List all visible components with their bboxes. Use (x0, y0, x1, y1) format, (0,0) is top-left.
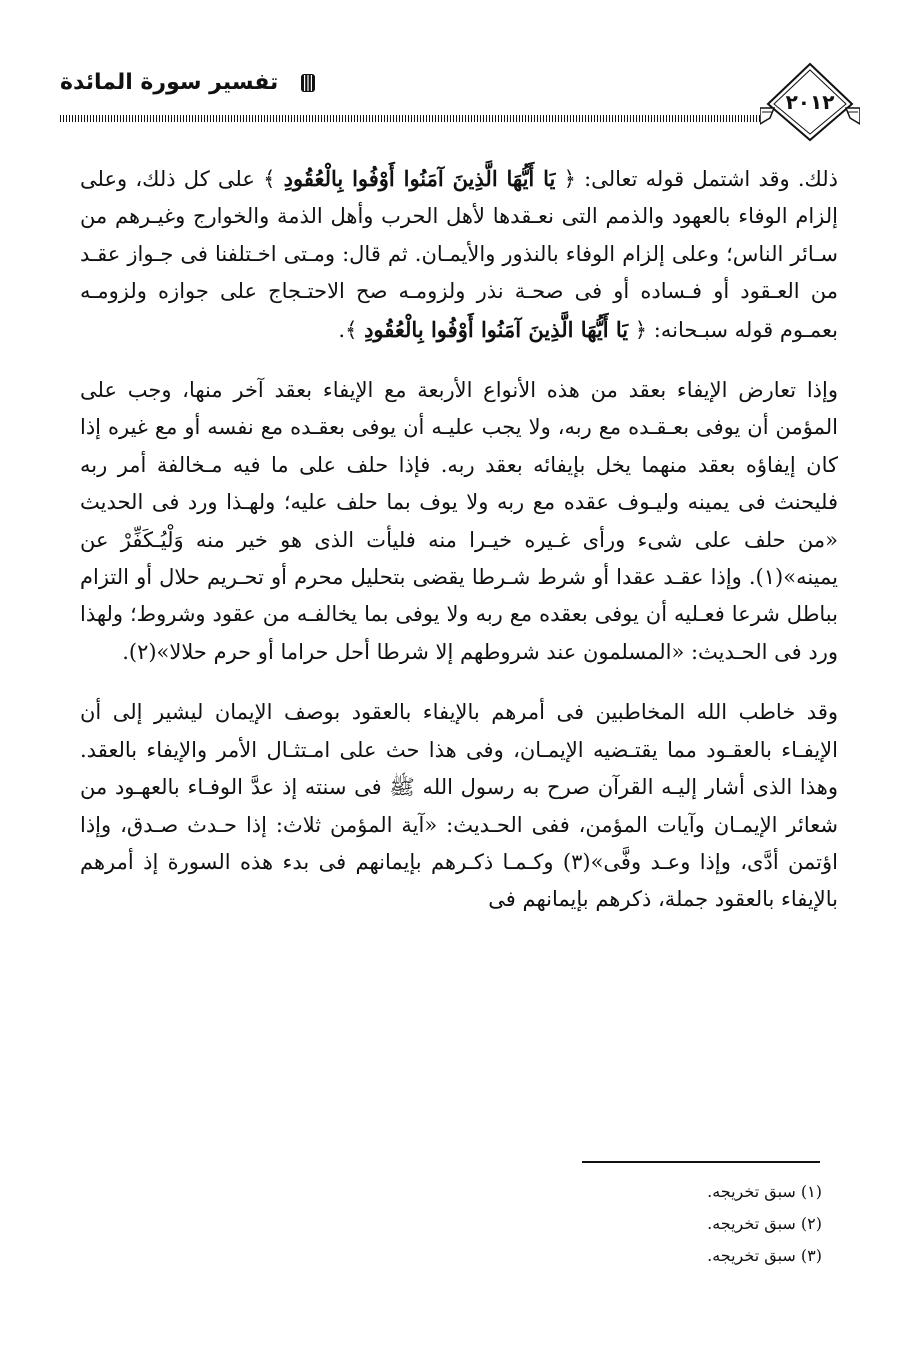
paragraph-2: وإذا تعارض الإيفاء بعقد من هذه الأنواع الأربعة مع الإيفاء بعقد آخر منها، وجب على المؤمن أن يوفى بعـقـده مع ربه، ولا يجب عليـه أن يوفى بعقـده مع نفسه أو مع غيره إذا كان إيفاؤه بعقد منهما يخل بإيفائه بعقد ربه. فإذا حلف على ما فيه مـخالفة أمر ربه فليحنث فى يمينه وليـوف عقده مع ربه ولا يوف بما حلف عليه؛ ولهـذا ورد فى الحديث «من حلف على شىء ورأى غـيره خيـرا منه فليأت الذى هو خير منه وَلْيُـكَفِّرْ عن يمينه»(١). وإذا عقـد عقدا أو شرط شـرطا يقضى بتحليل محرم أو تحـريم حلال أو التزام بباطل شرعا فعـليه أن يوفى بعقده مع ربه ولا يوفى بما يخالفـه من عقود وشروط؛ ولهذا ورد فى الحـديث: «المسلمون عند شروطهم إلا شرطا أحل حراما أو حرم حلالا»(٢). (80, 378, 838, 664)
paragraph-1-text-c: ﴾. (338, 317, 365, 342)
header-rule (60, 115, 760, 122)
paragraph-1-text-b: ﴾ على كل ذلك، وعلى إلزام الوفاء بالعهود والذمم التى نعـقدها لأهل الحرب وأهل الذمة والخوارج وغيـرهم من سـائر الناس؛ وعلى إلزام الوفاء بالنذور والأيمـان. ثم قال: ومـتى اخـتلفنا فى جـواز عقـد من العـقود أو فـساده أو فى صحـة نذر ولزومـه صح الاحتـجاج على جوازه ولزومـه بعمـوم قوله سبـحانه: ﴿ (80, 167, 838, 342)
footnote-1: (١) سبق تخريجه. (707, 1182, 822, 1201)
running-header (60, 62, 860, 142)
footnote-rule (582, 1161, 820, 1163)
body-text (80, 160, 838, 919)
footnote-2: (٢) سبق تخريجه. (707, 1214, 822, 1233)
header-ornament-icon (300, 72, 316, 94)
header-title: تفسير سورة المائدة (60, 70, 279, 95)
page-number: ٢٠١٢ (785, 90, 835, 114)
quran-verse-1: يَا أَيُّهَا الَّذِينَ آمَنُوا أَوْفُوا بِالْعُقُودِ (283, 166, 556, 191)
quran-verse-2: يَا أَيُّهَا الَّذِينَ آمَنُوا أَوْفُوا بِالْعُقُودِ (364, 316, 629, 342)
paragraph-3: وقد خاطب الله المخاطبين فى أمرهم بالإيفاء بالعقود بوصف الإيمان ليشير إلى أن الإيفـاء بالعقـود مما يقتـضيه الإيمـان، وفى هذا حث على امـتثـال الأمر والإيفاء بالعقد. وهذا الذى أشار إليـه القرآن صرح به رسول الله ﷺ فى سنته إذ عدَّ الوفـاء بالعهـود من شعائر الإيمـان وآيات المؤمن، ففى الحـديث: «آية المؤمن ثلاث: إذا حـدث صـدق، وإذا اؤتمن أدَّى، وإذا وعـد وفَّى»(٣) وكـمـا ذكـرهم بإيمانهم فى بدء هذه السورة إذ أمرهم بالإيفاء بالعقود جملة، ذكرهم بإيمانهم فى (80, 700, 838, 912)
paragraph-1-text-a: ذلك. وقد اشتمل قوله تعالى: ﴿ (555, 167, 839, 191)
paragraph-1 (80, 160, 838, 349)
footnotes (560, 1176, 822, 1272)
footnote-3: (٣) سبق تخريجه. (707, 1246, 822, 1265)
